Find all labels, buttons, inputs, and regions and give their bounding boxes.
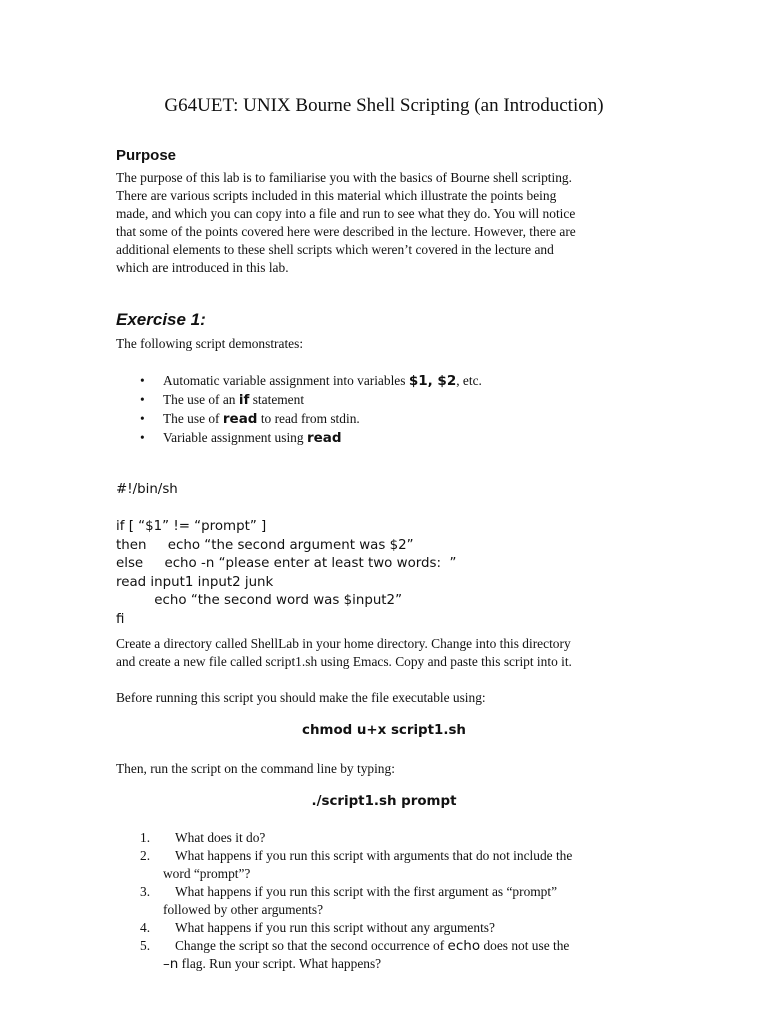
keyword: if [238,392,250,408]
keyword: $1, $2 [408,373,457,389]
keyword: –n [163,956,179,972]
create-line: Create a directory called ShellLab in your home directory. Change into this directory [116,636,571,651]
run-command: ./script1.sh prompt [311,794,457,809]
bullet-icon: • [140,373,145,388]
code-line: then echo “the second argument was $2” [116,537,414,553]
before-paragraph: Before running this script you should make the file executable using: [116,690,486,705]
list-item: 3. What happens if you run this script with the first argument as “prompt” followed by other arguments? [140,884,558,917]
then-paragraph: Then, run the script on the command line by typing: [116,761,395,776]
question-number: 4. [140,920,151,935]
question-number: 2. [140,848,151,863]
question-number: 5. [140,938,151,953]
bullet-icon: • [140,411,145,426]
chmod-command: chmod u+x script1.sh [302,723,466,738]
code-line: read input1 input2 junk [116,574,274,590]
exercise-intro: The following script demonstrates: [116,336,304,351]
code-line: else echo -n “please enter at least two words: ” [116,556,457,571]
code-line: if [ “$1” != “prompt” ] [116,519,267,534]
exercise-heading: Exercise 1: [116,310,206,329]
list-item: 2. What happens if you run this script with arguments that do not include the word “prompt”? [140,848,573,881]
create-line: and create a new file called script1.sh using Emacs. Copy and paste this script into it. [116,654,572,669]
question-number: 1. [140,830,151,845]
create-paragraph [116,635,656,671]
code-line: #!/bin/sh [116,482,178,497]
purpose-heading: Purpose [116,147,177,164]
page-title: G64UET: UNIX Bourne Shell Scripting (an Introduction) [164,95,604,116]
document-page: G64UET: UNIX Bourne Shell Scripting (an Introduction) Purpose The purpose of this lab is to familiarise you with the basics of Bourne shell scripting. There are various scripts included in this material which illustrate the points being made, and which you can copy into a file and run to see what they do. You will notice that some of the points covered here were described in the lecture. However, there are additional elements to these shell scripts which weren’t covered in the lecture and which are introduced in this lab. Exercise 1: The following script demonstrates: • Automatic variable assignment into variables $1, $2, etc. • The use of an if statement • The use of read to read from stdin. • Variable assignment using read #!/bin/sh if [ “$1” != “prompt” ] then echo “the second argument was $2” else echo -n “please enter at least two words: ” read input1 input2 junk echo “the second word was $input2” fi Create a directory called ShellLab in your home directory. Change into this directory and create a new file called script1.sh using Emacs. Copy and paste this script into it. Before running this script you should make the file executable using: chmod u+x script1.sh Then, run the script on the command line by typing: ./script1.sh prompt 1. What does it do? 2. What happens if you run this script with arguments that do not include the word “prompt”? 3. What happens if you run this script with the first argument as “prompt” followed by other arguments? 4. What happens if you run this script without any arguments? 5. Change the script so that the second occurrence of echo does not use the –n flag. Run your script. What happens? [0,0,768,1024]
list-item: 4. What happens if you run this script without any arguments? [140,920,495,935]
list-item: 5. Change the script so that the second occurrence of echo does not use the –n flag. Run your script. What happens? [140,938,570,972]
bullet-icon: • [140,392,145,407]
purpose-line: made, and which you can copy into a file and run to see what they do. You will notice [116,206,576,221]
code-line [116,500,456,519]
code-line: echo “the second word was $input2” [116,593,403,608]
question-list [116,829,656,973]
purpose-line: The purpose of this lab is to familiarise you with the basics of Bourne shell scripting. [116,170,572,185]
code-line: fi [116,611,125,627]
keyword: echo [447,938,481,954]
list-item: 1. What does it do? [140,830,266,845]
purpose-line: which are introduced in this lab. [116,260,289,275]
purpose-line: There are various scripts included in this material which illustrate the points being [116,188,557,203]
question-number: 3. [140,884,151,899]
bullet-icon: • [140,430,145,445]
keyword: read [222,411,258,427]
purpose-line: that some of the points covered here were described in the lecture. However, there are [116,224,576,239]
purpose-line: additional elements to these shell scripts which weren’t covered in the lecture and [116,242,554,257]
code-block [116,481,456,629]
keyword: read [306,430,342,446]
purpose-paragraph [116,169,656,277]
